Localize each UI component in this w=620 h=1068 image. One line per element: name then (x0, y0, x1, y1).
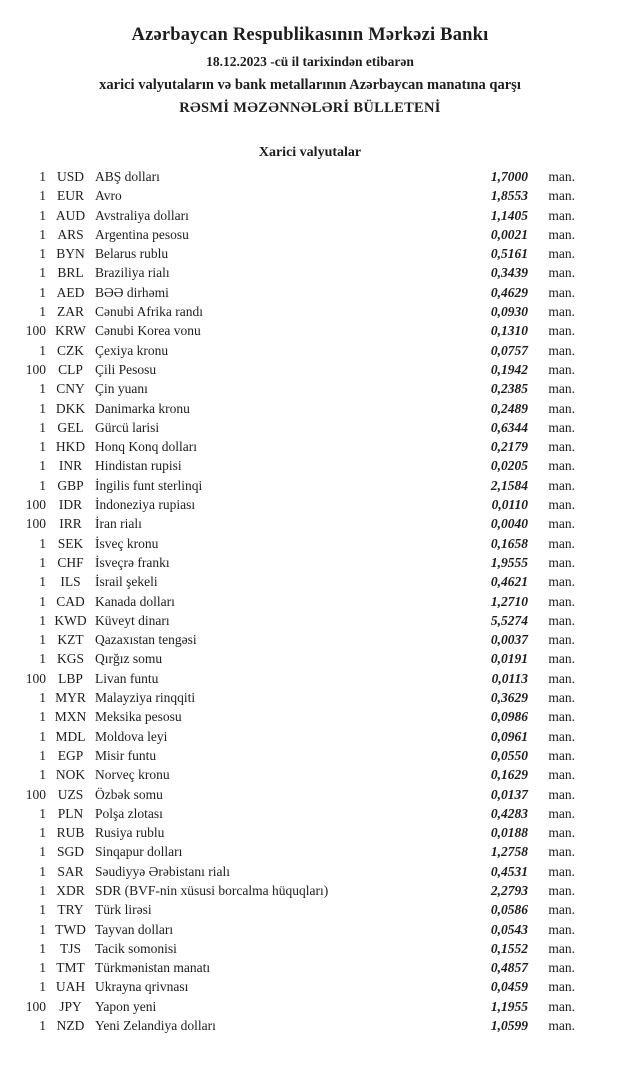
currency-code: LBP (58, 670, 83, 686)
currency-code: ARS (57, 226, 84, 242)
rate-unit-label: man. (548, 593, 575, 609)
rate-value: 0,0137 (490, 786, 528, 802)
rate-value: 2,2793 (490, 882, 528, 898)
currency-name: İsveçrə frankı (95, 554, 170, 570)
currency-code: GBP (57, 477, 84, 493)
currency-name: İsrail şekeli (95, 574, 158, 590)
rate-value: 0,4531 (490, 863, 528, 879)
rate-quantity: 100 (25, 998, 46, 1014)
section-title-foreign-currencies: Xarici valyutalar (258, 145, 362, 160)
currency-name: Sinqapur dolları (95, 844, 183, 860)
rate-quantity: 1 (39, 921, 46, 937)
currency-code: AED (56, 284, 85, 300)
rate-quantity: 1 (39, 226, 46, 242)
exchange-rates-table (18, 167, 575, 1035)
rate-value: 1,2758 (490, 844, 528, 860)
rate-quantity: 1 (39, 169, 46, 184)
rate-quantity: 1 (39, 805, 46, 821)
currency-code: SAR (57, 863, 84, 879)
currency-code: INR (58, 458, 83, 474)
rate-unit-label: man. (548, 304, 575, 320)
rate-unit-label: man. (548, 574, 575, 590)
currency-code: USD (56, 169, 84, 184)
document-header (0, 0, 620, 119)
rate-row (18, 785, 575, 804)
rate-row (18, 611, 575, 630)
rate-unit-label: man. (548, 516, 575, 532)
rate-quantity: 1 (39, 574, 46, 590)
currency-code: CHF (57, 554, 84, 570)
rate-value: 0,2385 (490, 381, 528, 397)
currency-code: IDR (58, 497, 83, 513)
currency-code: JPY (59, 998, 82, 1014)
rate-value: 0,2179 (490, 439, 528, 455)
rate-value: 0,2489 (490, 400, 528, 416)
currency-code: IRR (59, 516, 82, 532)
currency-code: SEK (57, 535, 84, 551)
rate-unit-label: man. (548, 632, 575, 648)
rate-unit-label: man. (548, 921, 575, 937)
rate-value: 0,0550 (490, 747, 528, 763)
currency-name: Özbək somu (95, 786, 163, 802)
rate-row (18, 823, 575, 842)
currency-code: MYR (55, 690, 86, 706)
currency-name: Yapon yeni (95, 998, 157, 1014)
rate-value: 0,0110 (491, 497, 528, 513)
rate-row (18, 534, 575, 553)
rate-value: 1,7000 (490, 169, 528, 184)
currency-name: BƏƏ dirhəmi (95, 284, 169, 300)
rate-row (18, 321, 575, 340)
currency-name: Norveç kronu (95, 767, 170, 783)
currency-code: CLP (58, 361, 83, 377)
rate-unit-label: man. (548, 458, 575, 474)
rate-quantity: 1 (39, 265, 46, 281)
rate-unit-label: man. (548, 342, 575, 358)
rate-unit-label: man. (548, 207, 575, 223)
rate-unit-label: man. (548, 728, 575, 744)
rate-unit-label: man. (548, 651, 575, 667)
rate-quantity: 1 (39, 825, 46, 841)
currency-name: Yeni Zelandiya dolları (95, 1018, 216, 1034)
currency-code: NZD (56, 1018, 85, 1034)
currency-name: Tacik somonisi (95, 940, 177, 956)
currency-code: MXN (54, 709, 87, 725)
currency-code: BRL (57, 265, 84, 281)
rate-row (18, 1016, 575, 1035)
currency-name: İngilis funt sterlinqi (95, 477, 203, 493)
rate-value: 0,0930 (490, 304, 528, 320)
rate-quantity: 1 (39, 535, 46, 551)
currency-name: Braziliya rialı (95, 265, 170, 281)
rate-value: 0,3439 (490, 265, 528, 281)
rate-row (18, 418, 575, 437)
currency-name: Argentina pesosu (95, 226, 189, 242)
rate-row (18, 649, 575, 668)
rate-unit-label: man. (548, 767, 575, 783)
rate-value: 0,1942 (490, 361, 528, 377)
rate-value: 0,1629 (490, 767, 528, 783)
rate-unit-label: man. (548, 902, 575, 918)
currency-code: TMT (56, 960, 85, 976)
currency-code: TRY (57, 902, 84, 918)
rate-row (18, 862, 575, 881)
rate-row (18, 437, 575, 456)
rate-row (18, 244, 575, 263)
currency-name: Belarus rublu (95, 246, 169, 262)
rate-unit-label: man. (548, 690, 575, 706)
rate-value: 0,0757 (490, 342, 528, 358)
rate-row (18, 456, 575, 475)
rate-value: 0,6344 (490, 419, 528, 435)
currency-name: Cənubi Afrika randı (95, 304, 203, 320)
currency-code: TWD (55, 921, 86, 937)
rate-unit-label: man. (548, 1018, 575, 1034)
rate-row (18, 765, 575, 784)
rate-row (18, 669, 575, 688)
rate-unit-label: man. (548, 361, 575, 377)
currency-name: Avro (95, 188, 122, 204)
rate-value: 0,1658 (490, 535, 528, 551)
rate-row (18, 746, 575, 765)
currency-name: İndoneziya rupiası (95, 497, 196, 513)
currency-name: Çexiya kronu (95, 342, 169, 358)
rate-value: 0,0037 (490, 632, 528, 648)
rate-unit-label: man. (548, 612, 575, 628)
rate-row (18, 514, 575, 533)
rate-row (18, 206, 575, 225)
rate-row (18, 977, 575, 996)
currency-name: Livan funtu (95, 670, 159, 686)
rate-unit-label: man. (548, 265, 575, 281)
currency-code: NOK (55, 767, 86, 783)
rate-row (18, 688, 575, 707)
rate-row (18, 939, 575, 958)
rate-row (18, 379, 575, 398)
currency-name: Gürcü larisi (95, 419, 160, 435)
rate-unit-label: man. (548, 998, 575, 1014)
currency-code: UZS (57, 786, 84, 802)
currency-name: İsveç kronu (95, 535, 159, 551)
rate-quantity: 100 (25, 786, 46, 802)
rate-row (18, 572, 575, 591)
rate-quantity: 1 (39, 940, 46, 956)
rate-unit-label: man. (548, 670, 575, 686)
rate-unit-label: man. (548, 979, 575, 995)
currency-name: Misir funtu (95, 747, 157, 763)
rate-row (18, 804, 575, 823)
currency-name: Moldova leyi (95, 728, 168, 744)
currency-code: ILS (60, 574, 81, 590)
rate-quantity: 1 (39, 728, 46, 744)
rate-row (18, 727, 575, 746)
rate-quantity: 1 (39, 863, 46, 879)
rate-unit-label: man. (548, 497, 575, 513)
rate-unit-label: man. (548, 323, 575, 339)
bank-name-title: Azərbaycan Respublikasının Mərkəzi Bankı (131, 25, 489, 45)
rate-unit-label: man. (548, 863, 575, 879)
rate-value: 0,0021 (490, 226, 528, 242)
rate-unit-label: man. (548, 960, 575, 976)
currency-code: HKD (55, 439, 86, 455)
rate-row (18, 553, 575, 572)
currency-name: Polşa zlotası (95, 805, 163, 821)
currency-code: RUB (56, 825, 85, 841)
rate-value: 0,0191 (490, 651, 528, 667)
rate-quantity: 1 (39, 439, 46, 455)
rate-row (18, 630, 575, 649)
rate-quantity: 1 (39, 844, 46, 860)
currency-code: MDL (55, 728, 86, 744)
scope-line: xarici valyutaların və bank metallarının Azərbaycan manatına qarşı (99, 77, 521, 93)
rate-quantity: 1 (39, 381, 46, 397)
bulletin-title: RƏSMİ MƏZƏNNƏLƏRİ BÜLLETENİ (179, 100, 441, 116)
currency-name: Türkmənistan manatı (95, 960, 211, 976)
rate-unit-label: man. (548, 477, 575, 493)
currency-name: Honq Konq dolları (95, 439, 197, 455)
rate-value: 0,1552 (490, 940, 528, 956)
currency-name: Meksika pesosu (95, 709, 182, 725)
currency-code: XDR (56, 882, 85, 898)
rate-quantity: 1 (39, 246, 46, 262)
currency-code: EGP (57, 747, 84, 763)
rate-value: 0,3629 (490, 690, 528, 706)
rate-row (18, 592, 575, 611)
rate-quantity: 1 (39, 477, 46, 493)
rate-quantity: 1 (39, 612, 46, 628)
rate-value: 0,0986 (490, 709, 528, 725)
rate-unit-label: man. (548, 284, 575, 300)
rate-row (18, 958, 575, 977)
rate-unit-label: man. (548, 805, 575, 821)
rate-row (18, 707, 575, 726)
rate-unit-label: man. (548, 747, 575, 763)
rate-unit-label: man. (548, 940, 575, 956)
rate-value: 0,4621 (490, 574, 528, 590)
rate-row (18, 167, 575, 186)
rate-value: 0,0205 (490, 458, 528, 474)
rate-row (18, 186, 575, 205)
rate-value: 0,0586 (490, 902, 528, 918)
rate-quantity: 1 (39, 458, 46, 474)
rate-quantity: 1 (39, 304, 46, 320)
rate-quantity: 100 (25, 670, 46, 686)
currency-name: Türk lirəsi (95, 902, 152, 918)
rate-row (18, 997, 575, 1016)
currency-name: Qazaxıstan tengəsi (95, 632, 197, 648)
currency-code: PLN (57, 805, 84, 821)
currency-code: BYN (56, 246, 85, 262)
rate-quantity: 1 (39, 284, 46, 300)
rate-value: 0,0961 (490, 728, 528, 744)
rate-row (18, 881, 575, 900)
currency-code: SGD (56, 844, 84, 860)
rate-value: 0,1310 (490, 323, 528, 339)
rate-unit-label: man. (548, 786, 575, 802)
rate-quantity: 1 (39, 960, 46, 976)
rate-quantity: 1 (39, 342, 46, 358)
rate-quantity: 1 (39, 767, 46, 783)
rate-unit-label: man. (548, 825, 575, 841)
rate-quantity: 1 (39, 902, 46, 918)
rate-unit-label: man. (548, 419, 575, 435)
rate-row (18, 920, 575, 939)
rate-value: 0,4283 (490, 805, 528, 821)
currency-code: KZT (57, 632, 84, 648)
rate-row (18, 225, 575, 244)
rate-quantity: 1 (39, 188, 46, 204)
currency-code: CNY (56, 381, 85, 397)
currency-name: Rusiya rublu (95, 825, 165, 841)
rate-value: 0,4857 (490, 960, 528, 976)
currency-code: AUD (55, 207, 86, 223)
rate-value: 0,5161 (490, 246, 528, 262)
currency-name: Ukrayna qrivnası (95, 979, 189, 995)
rate-value: 0,0113 (491, 670, 528, 686)
currency-name: İran rialı (95, 516, 142, 532)
rate-row (18, 302, 575, 321)
rate-row (18, 263, 575, 282)
rate-value: 1,0599 (490, 1018, 528, 1034)
rate-row (18, 842, 575, 861)
rate-quantity: 100 (25, 361, 46, 377)
rate-value: 0,0040 (490, 516, 528, 532)
currency-name: Kanada dolları (95, 593, 175, 609)
effective-date-line: 18.12.2023 -cü il tarixindən etibarən (206, 54, 414, 69)
rate-value: 1,1405 (490, 207, 528, 223)
rate-value: 0,0543 (490, 921, 528, 937)
rate-unit-label: man. (548, 709, 575, 725)
rate-unit-label: man. (548, 554, 575, 570)
rate-quantity: 1 (39, 419, 46, 435)
rate-quantity: 100 (25, 516, 46, 532)
currency-code: CZK (57, 342, 84, 358)
currency-code: GEL (57, 419, 84, 435)
currency-name: Çili Pesosu (95, 361, 157, 377)
currency-name: Küveyt dinarı (95, 612, 170, 628)
rate-value: 1,9555 (490, 554, 528, 570)
rate-unit-label: man. (548, 400, 575, 416)
rate-value: 2,1584 (490, 477, 528, 493)
rate-unit-label: man. (548, 439, 575, 455)
rate-unit-label: man. (548, 188, 575, 204)
rate-value: 5,5274 (490, 612, 528, 628)
rate-quantity: 1 (39, 400, 46, 416)
rate-value: 1,2710 (490, 593, 528, 609)
rate-unit-label: man. (548, 535, 575, 551)
rate-value: 0,0188 (490, 825, 528, 841)
currency-code: EUR (57, 188, 84, 204)
rate-quantity: 100 (25, 323, 46, 339)
rate-unit-label: man. (548, 844, 575, 860)
currency-name: Qırğız somu (95, 651, 163, 667)
currency-code: KWD (54, 612, 87, 628)
currency-name: ABŞ dolları (95, 169, 160, 184)
rate-quantity: 1 (39, 554, 46, 570)
currency-name: Danimarka kronu (95, 400, 190, 416)
rate-unit-label: man. (548, 882, 575, 898)
rate-value: 1,1955 (490, 998, 528, 1014)
rate-row (18, 495, 575, 514)
currency-code: KGS (56, 651, 84, 667)
currency-code: ZAR (57, 304, 84, 320)
rate-quantity: 1 (39, 882, 46, 898)
rate-quantity: 1 (39, 690, 46, 706)
rate-row (18, 476, 575, 495)
rate-unit-label: man. (548, 246, 575, 262)
rate-row (18, 360, 575, 379)
currency-code: CAD (56, 593, 85, 609)
currency-code: KRW (55, 323, 86, 339)
rate-quantity: 1 (39, 979, 46, 995)
currency-name: Malayziya rinqqiti (95, 690, 196, 706)
currency-name: Çin yuanı (95, 381, 148, 397)
rate-quantity: 100 (25, 497, 46, 513)
rate-unit-label: man. (548, 226, 575, 242)
currency-code: DKK (55, 400, 86, 416)
rate-row (18, 399, 575, 418)
currency-name: SDR (BVF-nin xüsusi borcalma hüquqları) (95, 882, 329, 898)
currency-name: Səudiyyə Ərəbistanı rialı (95, 863, 230, 879)
rate-quantity: 1 (39, 593, 46, 609)
rate-unit-label: man. (548, 381, 575, 397)
currency-code: TJS (59, 940, 81, 956)
rate-quantity: 1 (39, 651, 46, 667)
currency-name: Hindistan rupisi (95, 458, 182, 474)
rate-unit-label: man. (548, 169, 575, 184)
currency-name: Cənubi Korea vonu (95, 323, 201, 339)
rate-row (18, 283, 575, 302)
rate-quantity: 1 (39, 747, 46, 763)
rate-quantity: 1 (39, 632, 46, 648)
currency-code: UAH (55, 979, 86, 995)
currency-name: Tayvan dolları (95, 921, 174, 937)
rate-row (18, 900, 575, 919)
rate-value: 0,4629 (490, 284, 528, 300)
rate-row (18, 341, 575, 360)
rate-value: 1,8553 (490, 188, 528, 204)
rate-value: 0,0459 (490, 979, 528, 995)
rate-quantity: 1 (39, 1018, 46, 1034)
currency-name: Avstraliya dolları (95, 207, 189, 223)
rate-quantity: 1 (39, 709, 46, 725)
rate-quantity: 1 (39, 207, 46, 223)
